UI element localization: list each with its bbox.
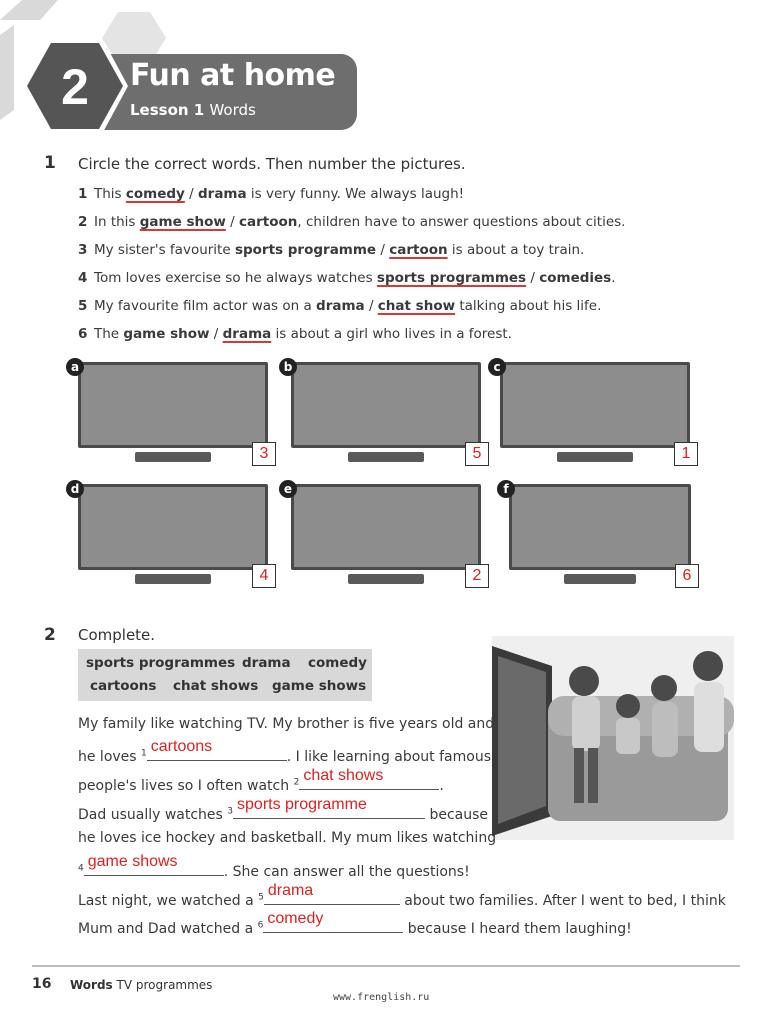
exercise-1-item (78, 270, 616, 286)
blank-number: 4 (78, 863, 84, 874)
item-text: is very funny. We always laugh! (246, 186, 465, 202)
text-line: My family like watching TV. My brother is five years old and (78, 716, 495, 732)
answer-fill: drama (267, 882, 314, 899)
picture-letter: d (66, 480, 84, 498)
item-number: 6 (78, 326, 88, 342)
picture-answer-box[interactable]: 1 (674, 442, 698, 466)
page-number: 16 (32, 976, 52, 992)
exercise-1-instruction: Circle the correct words. Then number the pictures. (78, 155, 466, 173)
tv-screen (78, 484, 268, 570)
answer-blank[interactable] (299, 767, 439, 790)
picture-answer-box[interactable]: 5 (465, 442, 489, 466)
blank-number: 5 (258, 892, 264, 903)
word-bank-item: comedy (308, 655, 367, 671)
exercise-1-item (78, 326, 512, 342)
text-line (78, 882, 726, 909)
word-bank-item: chat shows (173, 678, 259, 694)
text-fragment: because (425, 807, 489, 823)
unit-title: Fun at home (130, 58, 336, 93)
football-sports-picture (78, 484, 268, 584)
word-option[interactable]: game show (139, 214, 226, 230)
picture-answer-box[interactable]: 6 (675, 564, 699, 588)
exercise-1-item (78, 242, 584, 258)
unit-number-hexagon (20, 36, 130, 136)
family-watching-tv-illustration (492, 636, 734, 840)
answer-blank[interactable] (147, 738, 287, 761)
tv-screen (291, 484, 481, 570)
word-option[interactable]: comedy (125, 186, 185, 202)
text-fragment: . (439, 778, 444, 794)
text-fragment: people's lives so I often watch (78, 778, 294, 794)
lesson-number: Lesson 1 (130, 101, 205, 119)
tv-screen (78, 362, 268, 448)
text-fragment: . She can answer all the questions! (223, 864, 470, 880)
item-text: This (94, 186, 126, 202)
option-separator: / (209, 326, 223, 342)
tv-screen (291, 362, 481, 448)
answer-blank[interactable] (84, 853, 224, 876)
picture-answer-box[interactable]: 2 (465, 564, 489, 588)
chat-show-picture (291, 362, 481, 462)
word-bank (78, 649, 372, 701)
blank-number: 1 (141, 748, 147, 759)
item-text: The (94, 326, 124, 342)
tv-stand (564, 574, 637, 584)
item-text: talking about his life. (455, 298, 602, 314)
item-number: 5 (78, 298, 88, 314)
blank-number: 6 (257, 920, 264, 931)
tv-screen (509, 484, 691, 570)
option-separator: / (376, 242, 390, 258)
text-line (78, 853, 470, 880)
answer-fill: game shows (87, 853, 178, 870)
item-number: 1 (78, 186, 88, 202)
picture-letter: c (488, 358, 506, 376)
item-text: My sister's favourite (94, 242, 235, 258)
word-option[interactable]: drama (198, 186, 247, 202)
option-separator: / (364, 298, 378, 314)
footer-label (70, 978, 212, 992)
text-fragment: because I heard them laughing! (403, 921, 632, 937)
picture-answer-box[interactable]: 3 (252, 442, 276, 466)
text-fragment: Dad usually watches (78, 807, 228, 823)
footer-divider (32, 965, 740, 967)
answer-fill: cartoons (150, 738, 213, 755)
option-separator: / (225, 214, 239, 230)
word-option[interactable]: drama (222, 326, 272, 342)
item-text: My favourite film actor was on a (94, 298, 317, 314)
item-number: 2 (78, 214, 88, 230)
lesson-topic: Words (209, 101, 256, 119)
clown-comedy-picture (500, 362, 690, 462)
word-bank-item: cartoons (90, 678, 157, 694)
exercise-2-number: 2 (44, 625, 56, 645)
answer-blank[interactable] (233, 796, 425, 819)
option-separator: / (526, 270, 540, 286)
word-option[interactable]: sports programme (234, 242, 377, 258)
exercise-1-item (78, 214, 625, 230)
answer-blank[interactable] (264, 882, 400, 905)
text-line (78, 738, 491, 765)
footer-topic: TV programmes (116, 978, 213, 992)
exercise-1-number: 1 (44, 153, 56, 173)
answer-fill: sports programme (237, 796, 367, 813)
monster-cartoon-picture (78, 362, 268, 462)
tv-stand (135, 452, 211, 462)
game-show-picture (291, 484, 481, 584)
picture-letter: a (66, 358, 84, 376)
picture-letter: f (497, 480, 515, 498)
word-bank-item: game shows (272, 678, 367, 694)
picture-letter: e (279, 480, 297, 498)
text-line: he loves ice hockey and basketball. My mum likes watching (78, 830, 497, 846)
word-bank-item: sports programmes (86, 655, 236, 671)
answer-blank[interactable] (263, 910, 403, 933)
tv-stand (348, 452, 424, 462)
item-text: , children have to answer questions about cities. (297, 214, 626, 230)
website-url: www.frenglish.ru (333, 992, 430, 1003)
word-option[interactable]: drama (316, 298, 365, 314)
word-bank-item: drama (242, 655, 291, 671)
footer-section: Words (70, 978, 113, 992)
text-fragment: about two families. After I went to bed, I think (399, 893, 726, 909)
word-option[interactable]: comedies (539, 270, 612, 286)
tv-stand (557, 452, 633, 462)
exercise-2-instruction: Complete. (78, 626, 156, 644)
picture-letter: b (279, 358, 297, 376)
text-fragment: Mum and Dad watched a (78, 921, 258, 937)
tv-stand (348, 574, 424, 584)
exercise-1-item (78, 186, 464, 202)
blank-number: 2 (293, 777, 300, 788)
text-line (78, 796, 489, 823)
text-fragment: . I like learning about famous (286, 749, 491, 765)
text-fragment: Last night, we watched a (78, 893, 259, 909)
item-text: Tom loves exercise so he always watches (94, 270, 377, 286)
blank-number: 3 (227, 806, 234, 817)
text-fragment: he loves (78, 749, 142, 765)
item-number: 3 (78, 242, 88, 258)
picture-answer-box[interactable]: 4 (252, 564, 276, 588)
answer-fill: comedy (267, 910, 324, 927)
item-text: is about a toy train. (447, 242, 585, 258)
tv-screen (500, 362, 690, 448)
word-option[interactable]: cartoon (239, 214, 298, 230)
text-line (78, 767, 444, 794)
option-separator: / (184, 186, 198, 202)
word-option[interactable]: sports programmes (376, 270, 527, 286)
unit-number: 2 (61, 59, 89, 115)
word-option[interactable]: chat show (377, 298, 456, 314)
word-option[interactable]: cartoon (389, 242, 448, 258)
text-line (78, 910, 632, 937)
forest-drama-picture (509, 484, 691, 584)
item-text: is about a girl who lives in a forest. (271, 326, 512, 342)
lesson-label (130, 101, 256, 119)
exercise-1-item (78, 298, 601, 314)
item-text: . (611, 270, 616, 286)
word-option[interactable]: game show (123, 326, 210, 342)
tv-stand (135, 574, 211, 584)
answer-fill: chat shows (303, 767, 384, 784)
item-number: 4 (78, 270, 88, 286)
item-text: In this (94, 214, 140, 230)
